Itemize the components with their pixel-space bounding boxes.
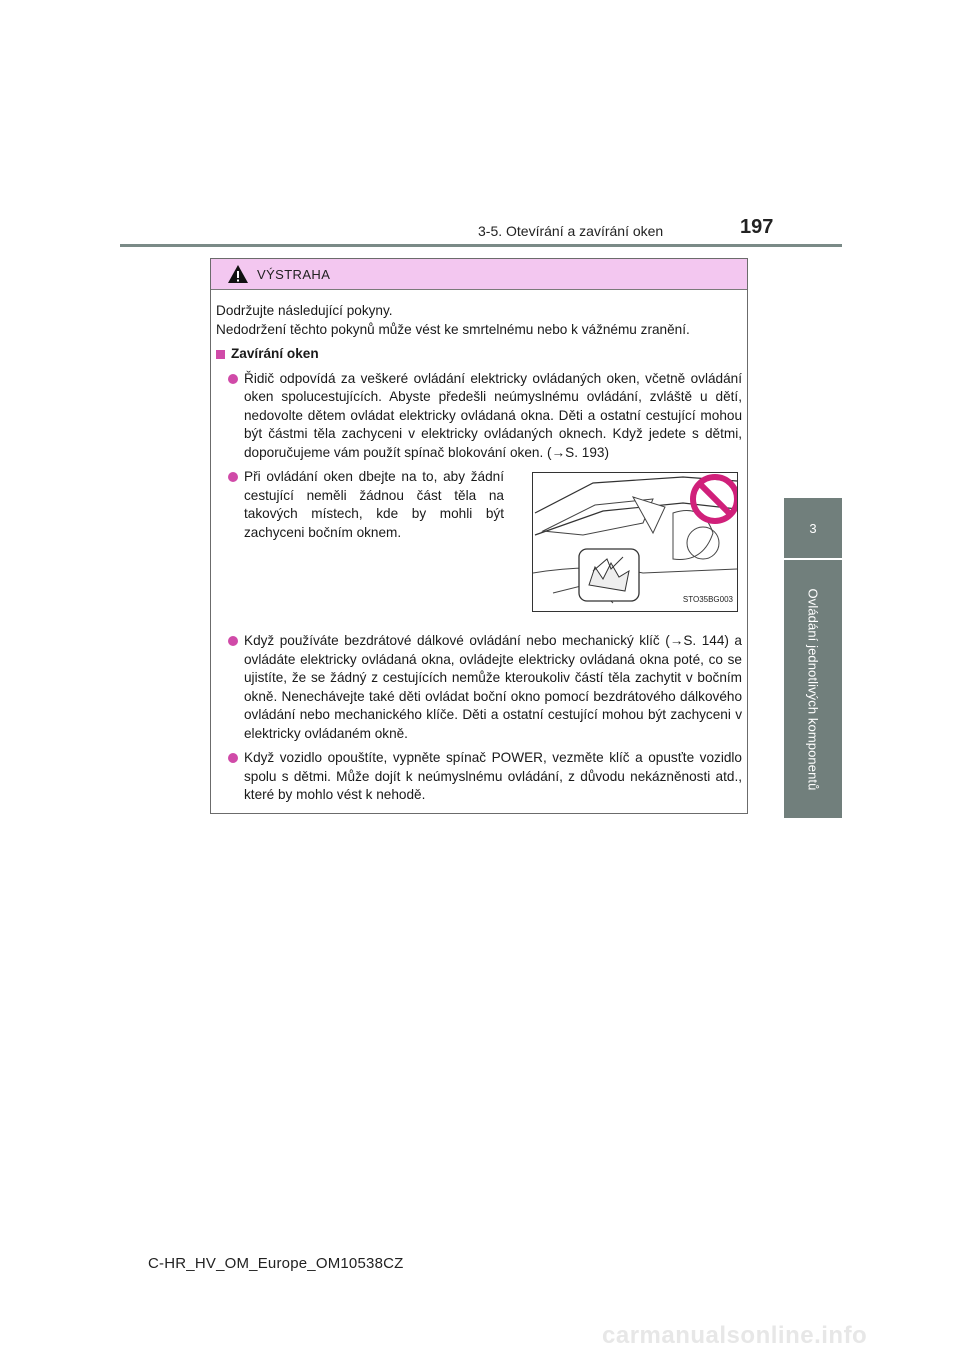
- document-id: C-HR_HV_OM_Europe_OM10538CZ: [148, 1255, 404, 1272]
- warning-intro-line-2: Nedodržení těchto pokynů může vést ke smrtelnému nebo k vážnému zranění.: [216, 321, 690, 337]
- chapter-title: Ovládání jednotlivých komponentů: [805, 588, 821, 790]
- list-item-text: Při ovládání oken dbejte na to, aby žádní cestující neměli žádnou část těla na takových místech, kde by mohli být zachyceni bočním oknem.: [244, 469, 504, 540]
- bullet-dot-icon: [228, 636, 238, 646]
- illustration-code: STO35BG003: [682, 594, 733, 604]
- warning-box: [210, 258, 748, 814]
- watermark-text[interactable]: carmanualsonline.info: [602, 1322, 868, 1349]
- warning-body: [211, 290, 747, 805]
- warning-header: [211, 259, 747, 290]
- list-item: [216, 370, 742, 463]
- list-item: [216, 749, 742, 805]
- header-section-title: 3-5. Otevírání a zavírání oken: [478, 223, 664, 239]
- bullet-dot-icon: [228, 374, 238, 384]
- list-item-text: Když používáte bezdrátové dálkové ovládání nebo mechanický klíč (→S. 144) a ovládáte elektricky ovládaná okna, ovládejte elektricky ovládaná okna poté, co se ujistíte, že se žádný z cestujících nemůže kteroukoliv částí těla zachytit v bočním okně. Nenechávejte také děti ovládat boční okno pomocí bezdrátového dálkového ovládání nebo mechanického klíče. Děti a ostatní cestující mohou být zachyceni v elektricky ovládaném okně.: [244, 633, 742, 741]
- chapter-title-tab[interactable]: [784, 560, 842, 818]
- chapter-number-tab[interactable]: [784, 498, 842, 558]
- bullet-dot-icon: [228, 753, 238, 763]
- header-divider: [120, 244, 842, 247]
- chapter-number: 3: [809, 520, 817, 536]
- list-item: [216, 632, 742, 743]
- page-number: 197: [740, 216, 774, 238]
- warning-title: VÝSTRAHA: [257, 266, 331, 282]
- list-item: [216, 468, 504, 542]
- section-heading-text: Zavírání oken: [231, 346, 319, 361]
- warning-triangle-icon: [227, 264, 249, 284]
- warning-intro-line-1: Dodržujte následující pokyny.: [216, 303, 393, 318]
- section-heading: [216, 345, 742, 364]
- list-item-with-illustration: [216, 468, 742, 626]
- list-item-text: Když vozidlo opouštíte, vypněte spínač POWER, vezměte klíč a opusťte vozidlo spolu s dětmi. Může dojít k neúmyslnému ovládání, z důvodu nekázněnosti atd., které by mohlo vést k nehodě.: [244, 750, 742, 802]
- bullet-dot-icon: [228, 472, 238, 482]
- window-pinch-illustration: [532, 472, 738, 612]
- list-item-text: Řidič odpovídá za veškeré ovládání elektricky ovládaných oken, včetně ovládání oken spolucestujících. Abyste předešli neúmyslnému ovládání, zvláště u dětí, nedovolte dětem ovládat elektricky ovládaná okna. Děti a ostatní cestující mohou být částmi těla zachyceni v elektricky ovládaných oknech. Když jedete s dětmi, doporučujeme vám použít spínač blokování oken. (→S. 193): [244, 370, 742, 460]
- square-bullet-icon: [216, 350, 225, 359]
